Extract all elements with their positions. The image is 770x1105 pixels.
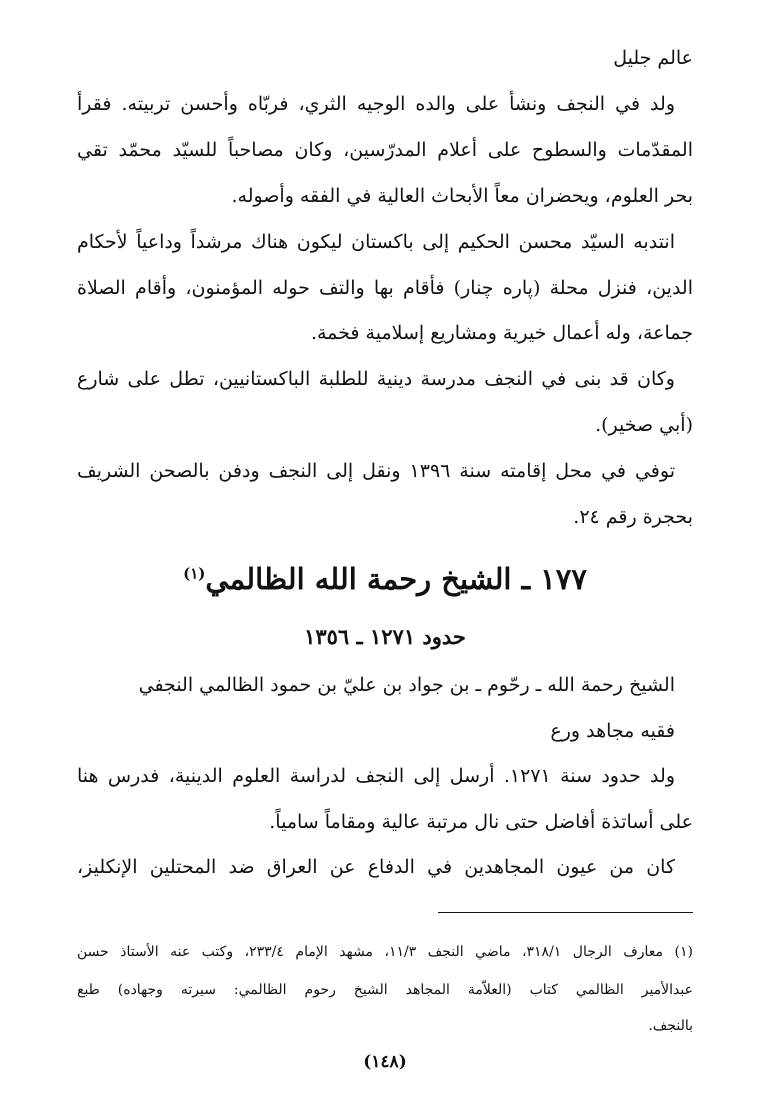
entry-heading [0,562,770,596]
entry-heading-text: ١٧٧ ـ الشيخ رحمة الله الظالمي [205,562,587,596]
text-line: فقيه مجاهد ورع [550,720,675,742]
text-line: الشيخ رحمة الله ـ رحّوم ـ بن جواد بن عليّ بن حمود الظالمي النجفي [138,674,675,696]
text-line: على أساتذة أفاضل حتى نال مرتبة عالية ومقاماً سامياً. [269,811,693,833]
footnote-line: عبدالأمير الظالمي كتاب (العلاّمة المجاهد الشيخ رحوم الظالمي: سيرته وجهاده) طبع [77,982,693,998]
footnote-ref: (١) [183,564,206,583]
text-line: جماعة، وله أعمال خيرية ومشاريع إسلامية فخمة. [310,322,693,344]
page-number: (١٤٨) [363,1052,407,1072]
text-line: كان من عيون المجاهدين في الدفاع عن العراق ضد المحتلين الإنكليز، [77,856,675,878]
footnote-line: بالنجف. [648,1018,693,1034]
text-line: بحجرة رقم ٢٤. [573,506,693,528]
footnote-line: (١) معارف الرجال ٣١٨/١، ماضي النجف ١١/٣، مشهد الإمام ٢٣٣/٤، وكتب عنه الأستاذ حسن [77,944,694,960]
text-line: انتدبه السيّد محسن الحكيم إلى باكستان ليكون هناك مرشداً وداعياً لأحكام [77,231,675,253]
text-line: (أبي صخير). [595,414,693,436]
text-line: المقدّمات والسطوح على أعلام المدرّسين، وكان مصاحباً للسيّد محمّد تقي [77,139,693,161]
text-line: ولد في النجف ونشأ على والده الوجيه الثري، فربّاه وأحسن تربيته. فقرأ [77,93,675,115]
footnote-divider [438,912,693,913]
text-line: وكان قد بنى في النجف مدرسة دينية للطلبة الباكستانيين، تطل على شارع [77,368,675,390]
entry-dates: حدود ١٢٧١ ـ ١٣٥٦ [304,624,466,649]
text-line: بحر العلوم، ويحضران معاً الأبحاث العالية في الفقه وأصوله. [231,185,693,207]
text-line: ولد حدود سنة ١٢٧١. أرسل إلى النجف لدراسة العلوم الدينية، فدرس هنا [77,765,675,787]
text-line: توفي في محل إقامته سنة ١٣٩٦ ونقل إلى النجف ودفن بالصحن الشريف [77,460,675,482]
text-line: الدين، فنزل محلة (پاره چنار) فأقام بها والتف حوله المؤمنون، وأقام الصلاة [77,277,693,299]
text-line-title: عالم جليل [613,47,693,69]
